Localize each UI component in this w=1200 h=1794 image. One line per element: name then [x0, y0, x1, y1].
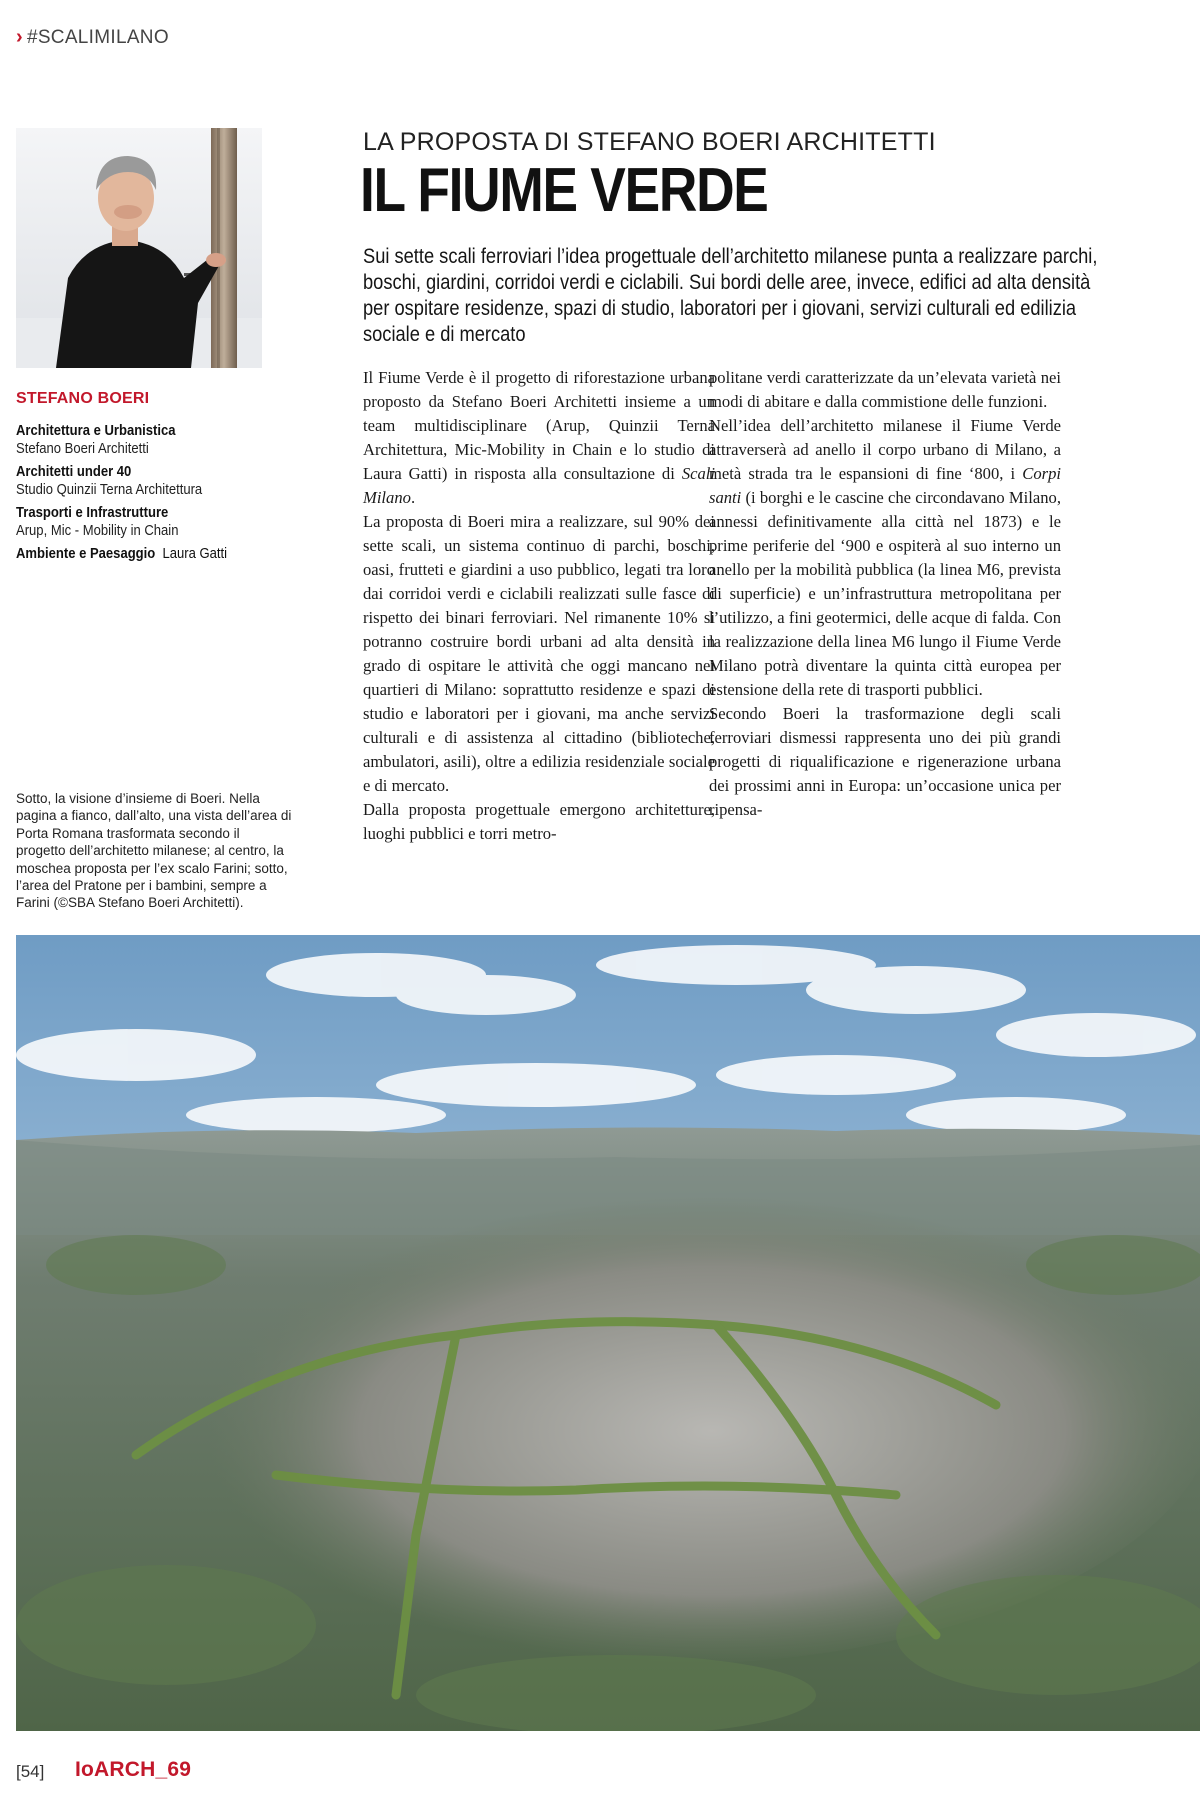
- body-emphasis: Scali Milano: [363, 464, 715, 507]
- credit-role: Architettura e Urbanistica: [16, 423, 176, 439]
- body-column-2: [709, 366, 1061, 822]
- credits-name: STEFANO BOERI: [16, 390, 150, 407]
- credit-who: Laura Gatti: [162, 546, 228, 562]
- article-kicker: LA PROPOSTA DI STEFANO BOERI ARCHITETTI: [363, 128, 936, 156]
- article-lead: Sui sette scali ferroviari l’idea progettuale dell’architetto milanese punta a realizzare parchi, boschi, giardini, corridoi verdi e ciclabili. Sui bordi delle aree, invece, edifici ad alta densità per ospitare residenze, spazi di studio, laboratori per i giovani, servizi culturali ed edilizia sociale e di mercato: [363, 244, 1098, 346]
- chevron-right-icon: ›: [16, 26, 23, 48]
- credit-role-inline: [16, 545, 250, 563]
- credits-box: [16, 390, 276, 563]
- aerial-city-render: [16, 935, 1200, 1731]
- body-paragraph: Dalla proposta progettuale emergono architetture, luoghi pubblici e torri metro-: [363, 800, 715, 843]
- article-title: IL FIUME VERDE: [360, 156, 768, 225]
- body-paragraph: Secondo Boeri la trasformazione degli scali ferroviari dismessi rappresenta uno dei più grandi progetti di riqualificazione e rigenerazione urbana dei prossimi anni in Europa: un’occasione unica per ripensa-: [709, 704, 1061, 819]
- image-caption: Sotto, la visione d’insieme di Boeri. Nella pagina a fianco, dall’alto, una vista dell’area di Porta Romana trasformata secondo il progetto dell’architetto milanese; al centro, la moschea proposta per l’ex scalo Farini; sotto, l’area del Pratone per i bambini, sempre a Farini (©SBA Stefano Boeri Architetti).: [16, 791, 292, 911]
- credit-role: Trasporti e Infrastrutture: [16, 505, 169, 521]
- body-text: Il Fiume Verde è il progetto di riforestazione urbana proposto da Stefano Boeri Architetti insieme a un team multidisciplinare (Arup, Quinzii Terna Architettura, Mic-Mobility in Chain e lo studio di Laura Gatti) in risposta alla consultazione di: [363, 368, 715, 483]
- body-emphasis: Corpi santi: [709, 464, 1061, 507]
- credit-role: Architetti under 40: [16, 464, 132, 480]
- body-paragraph: [709, 414, 1061, 702]
- body-column-1: [363, 366, 715, 846]
- body-text: .: [410, 488, 416, 507]
- page-number: [54]: [16, 1762, 45, 1781]
- portrait-photo: [16, 128, 262, 368]
- credit-who: Arup, Mic - Mobility in Chain: [16, 523, 179, 539]
- section-tag: [16, 26, 169, 49]
- magazine-logo: IoARCH_69: [75, 1758, 192, 1781]
- credit-role: Ambiente e Paesaggio: [16, 546, 156, 562]
- credit-who: Studio Quinzii Terna Architettura: [16, 482, 203, 498]
- section-tag-label: #SCALIMILANO: [26, 27, 169, 48]
- body-paragraph: [363, 366, 715, 510]
- body-text: (i borghi e le cascine che circondavano Milano, annessi definitivamente alla città nel 1873) e le prime periferie del ‘900 e ospiterà al suo interno un anello per la mobilità pubblica (la linea M6, prevista di superficie) e un’infrastruttura metropolitana per l’utilizzo, a fini geotermici, delle acque di falda. Con la realizzazione della linea M6 lungo il Fiume Verde Milano potrà diventare la quinta città europea per estensione della rete di trasporti pubblici.: [709, 488, 1061, 699]
- body-paragraph: La proposta di Boeri mira a realizzare, sul 90% dei sette scali, un sistema continuo di parchi, boschi, oasi, frutteti e giardini a uso pubblico, legati tra loro dai corridoi verdi e ciclabili realizzati sulle fasce di rispetto dei binari ferroviari. Nel rimanente 10% si potranno costruire bordi urbani ad alta densità in grado di ospitare le attività che oggi mancano nei quartieri di Milano: soprattutto residenze e spazi di studio e laboratori per i giovani, ma anche servizi culturali e di assistenza al cittadino (biblioteche, ambulatori, asili), oltre a edilizia residenziale sociale e di mercato.: [363, 512, 715, 795]
- body-paragraph: politane verdi caratterizzate da un’elevata varietà nei modi di abitare e dalla commistione delle funzioni.: [709, 368, 1061, 411]
- body-text: Nell’idea dell’architetto milanese il Fiume Verde attraverserà ad anello il corpo urbano di Milano, a metà strada tra le espansioni di fine ‘800, i: [709, 416, 1061, 483]
- credit-who: Stefano Boeri Architetti: [16, 441, 149, 457]
